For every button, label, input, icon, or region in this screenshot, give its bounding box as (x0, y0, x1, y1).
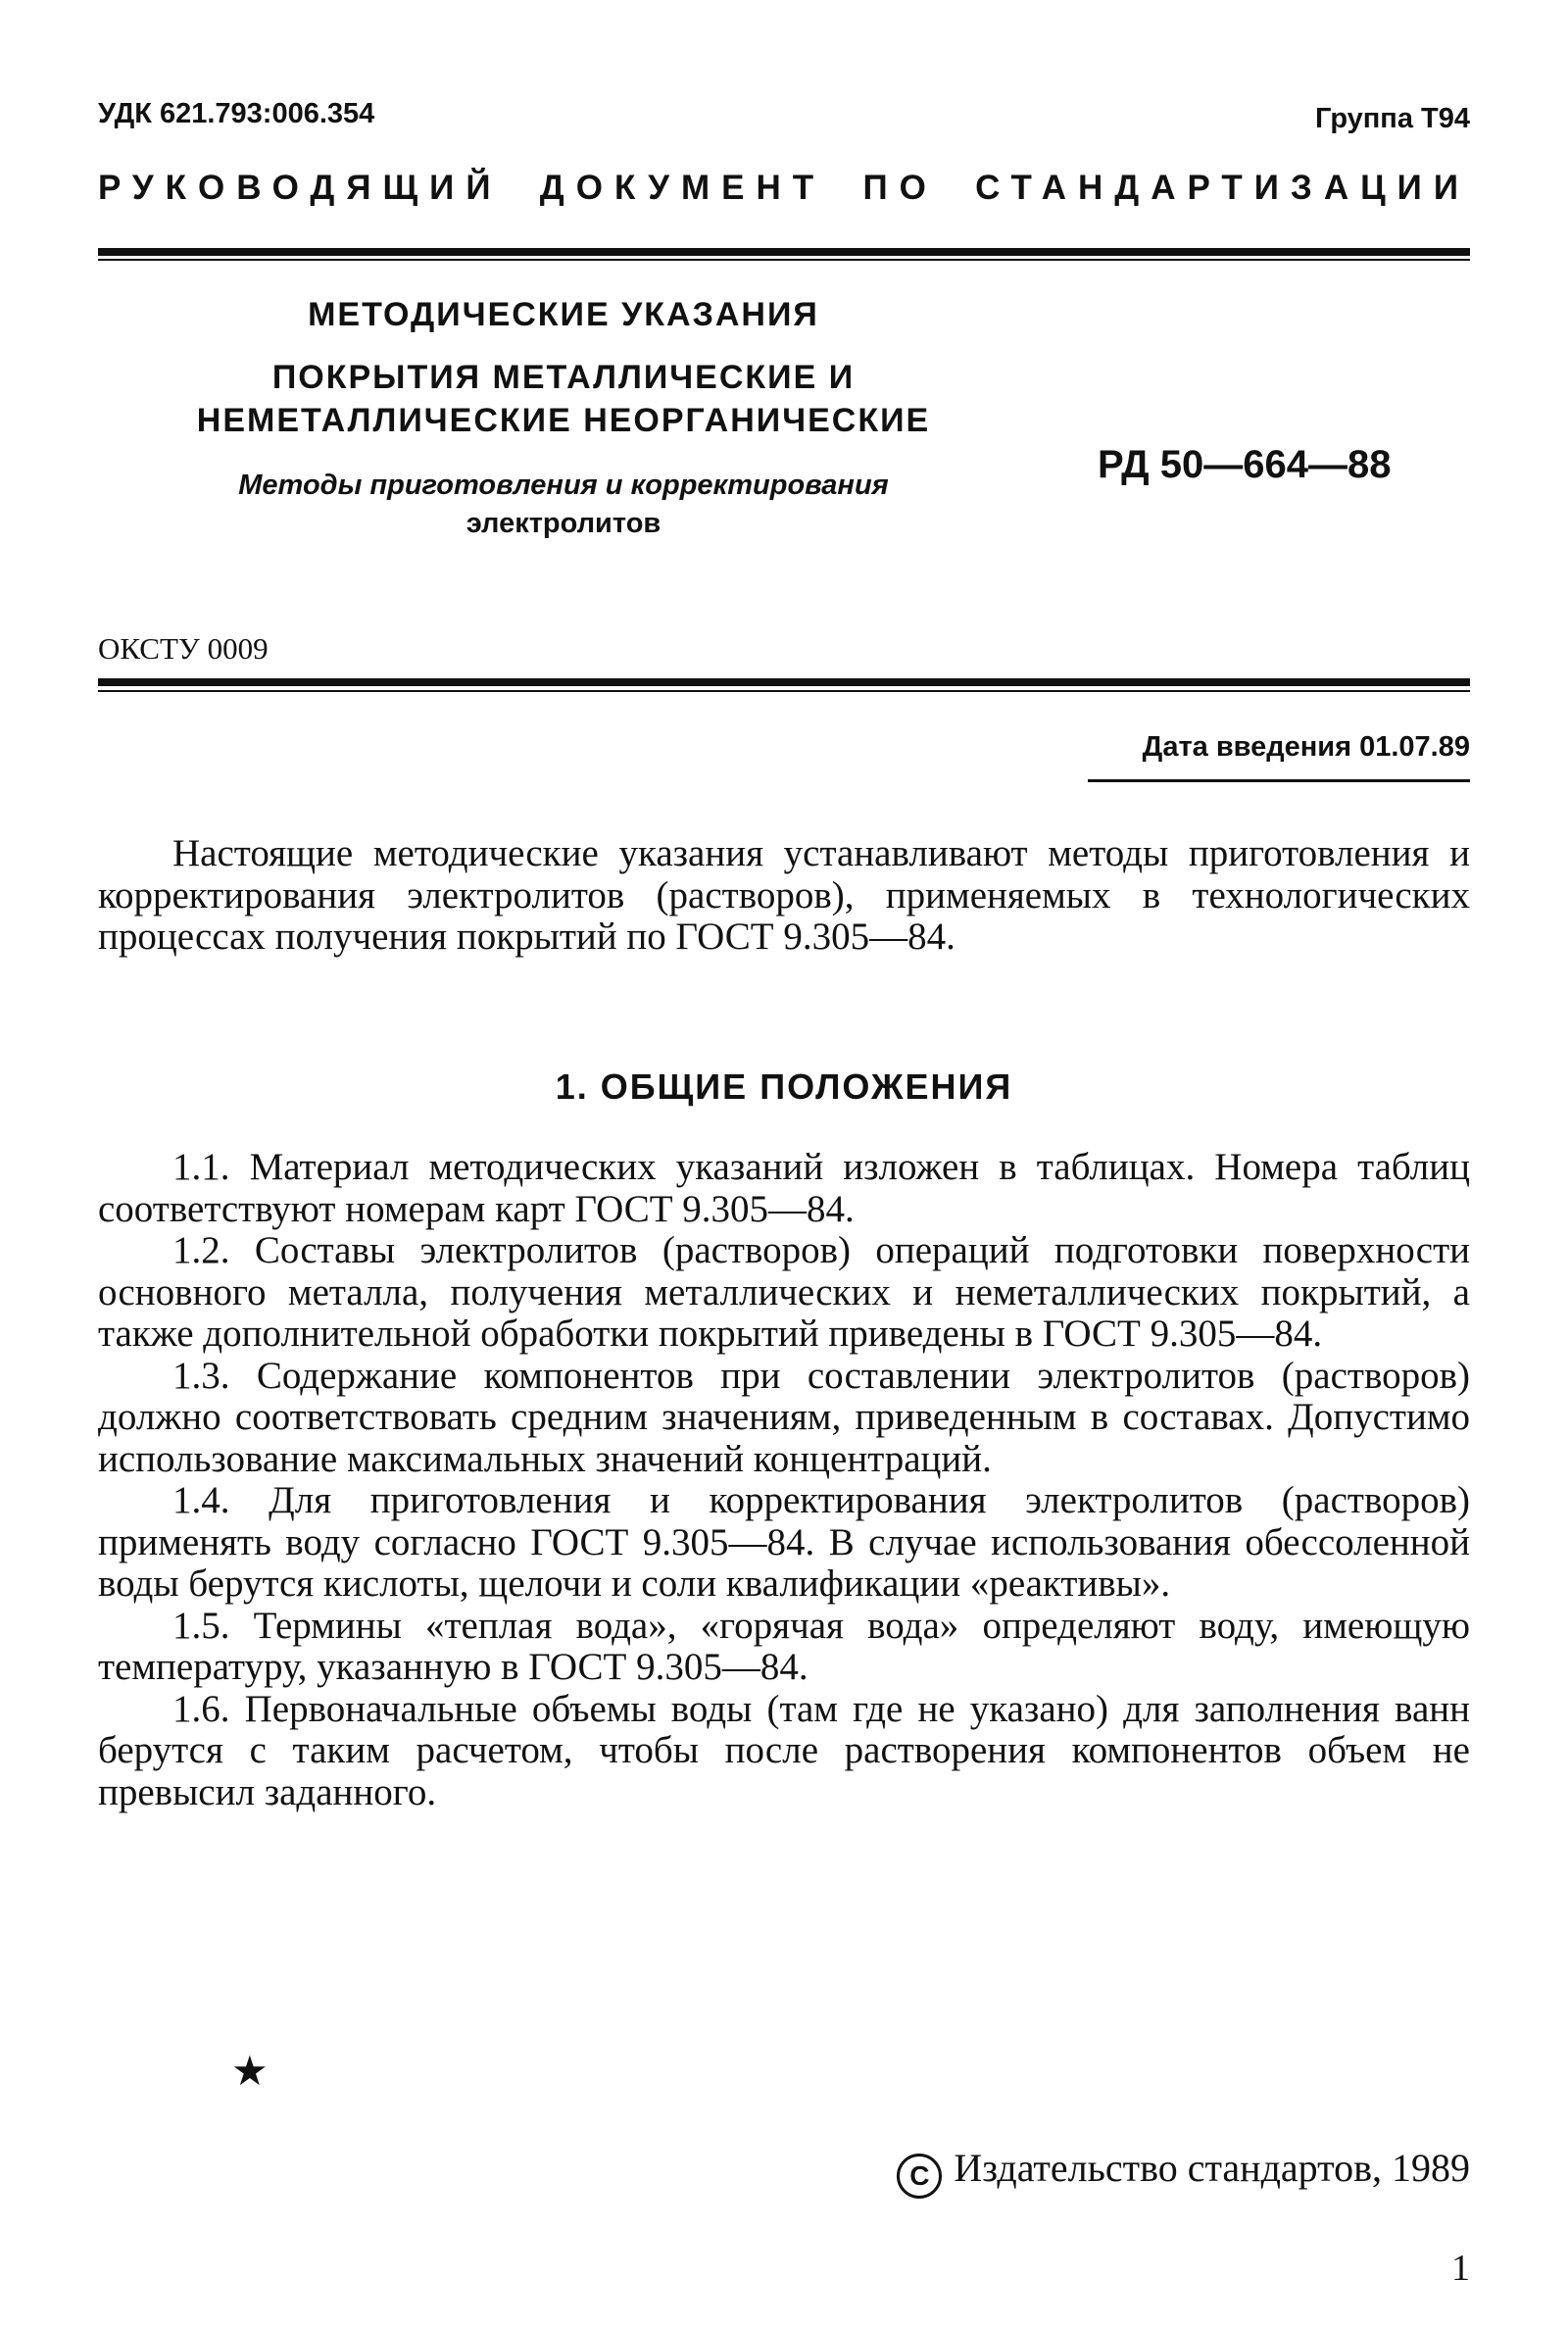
series-word: ПО (862, 169, 938, 207)
okstu-divider-thin (98, 690, 1470, 692)
series-word: СТАНДАРТИЗАЦИИ (975, 169, 1470, 207)
title-line: МЕТОДИЧЕСКИЕ УКАЗАНИЯ (308, 296, 819, 333)
okstu-code: ОКСТУ 0009 (98, 631, 269, 666)
paragraph-1-4: 1.4. Для приготовления и корректирования электролитов (растворов) применять воду согласно ГОСТ 9.305—84. В случае использования обессоленной воды берутся кислоты, щелочи и соли квалификации «реактивы». (98, 1479, 1470, 1605)
effective-date: Дата введения 01.07.89 (1142, 731, 1470, 763)
document-code: РД 50—664—88 (1098, 443, 1392, 486)
title-line: НЕМЕТАЛЛИЧЕСКИЕ НЕОРГАНИЧЕСКИЕ (196, 402, 931, 439)
paragraph-1-6: 1.6. Первоначальные объемы воды (там где не указано) для заполнения ванн берутся с таким расчетом, чтобы после растворения компонентов объем не превысил заданного. (98, 1687, 1470, 1813)
document-title-block (147, 296, 980, 542)
intro-text: Настоящие методические указания устанавливают методы приготовления и корректирования электролитов (растворов), применяемых в технологических процессах получения покрытий по ГОСТ 9.305—84. (98, 832, 1470, 958)
series-word: РУКОВОДЯЩИЙ (98, 169, 503, 207)
page-number: 1 (1451, 2248, 1470, 2289)
paragraph-1-1: 1.1. Материал методических указаний изложен в таблицах. Номера таблиц соответствуют номерам карт ГОСТ 9.305—84. (98, 1146, 1470, 1230)
document-series (98, 169, 1470, 208)
header-divider-thick (98, 248, 1470, 256)
subtitle-line: электролитов (466, 508, 662, 539)
copyright-text: Издательство стандартов, 1989 (954, 2146, 1470, 2190)
group-code: Группа Т94 (1315, 103, 1470, 134)
intro-paragraph (98, 833, 1470, 959)
paragraph-1-2: 1.2. Составы электролитов (растворов) операций подготовки поверхности основного металла, получения металлических и неметаллических покрытий, а также дополнительной обработки покрытий приведены в ГОСТ 9.305—84. (98, 1229, 1470, 1355)
header-divider-thin (98, 259, 1470, 261)
series-word: ДОКУМЕНТ (539, 169, 826, 207)
section-heading: 1. ОБЩИЕ ПОЛОЖЕНИЯ (555, 1066, 1013, 1107)
title-line: ПОКРЫТИЯ МЕТАЛЛИЧЕСКИЕ И (271, 359, 856, 396)
date-underline (1088, 779, 1470, 782)
paragraph-1-3: 1.3. Содержание компонентов при составлении электролитов (растворов) должно соответствовать средним значениям, приведенным в составах. Допустимо использование максимальных значений концентраций. (98, 1354, 1470, 1480)
okstu-divider-thick (98, 678, 1470, 686)
star-icon: ★ (231, 2050, 269, 2095)
subtitle-line: Методы приготовления и корректирования (238, 470, 889, 501)
copyright-icon: C (897, 2154, 942, 2199)
copyright-line (897, 2145, 1470, 2199)
paragraph-1-5: 1.5. Термины «теплая вода», «горячая вода» определяют воду, имеющую температуру, указанную в ГОСТ 9.305—84. (98, 1604, 1470, 1688)
section-paragraphs (98, 1147, 1470, 1813)
udk-code: УДК 621.793:006.354 (98, 98, 375, 129)
